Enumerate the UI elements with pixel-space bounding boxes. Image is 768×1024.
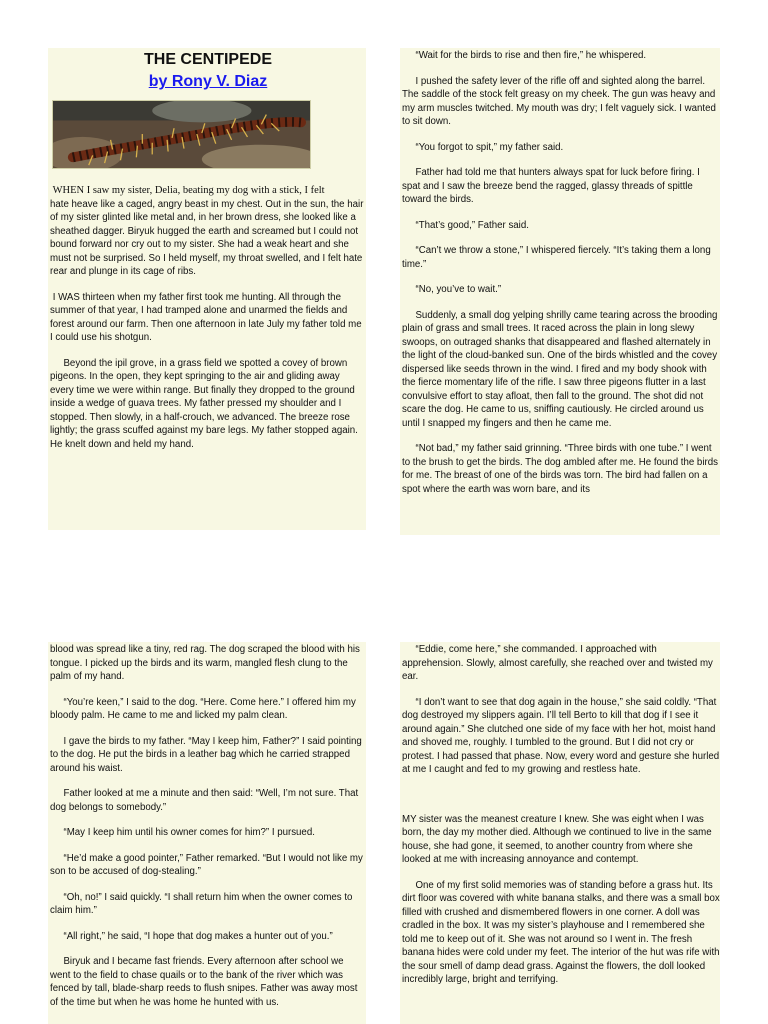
paragraph: Suddenly, a small dog yelping shrilly came tearing across the brooding plain of grass and small trees. It raced across the plain in long slewy swoops, on outraged shanks that disappeared and flashed alternately in the light of the cloud-banked sun. One of the birds whistled and the covey dispersed like seeds thrown in the wind. I fired and my body shook with the fierce momentary life of the rifle. I saw three pigeons flutter in a last convulsive effort to stay afloat, then fall to the ground. The shot did not scare the dog. He came to us, sniffing cautiously. He circled around us until I snapped my fingers and then he came me. [402,309,718,429]
paragraph: “Wait for the birds to rise and then fire,” he whispered. [415,50,647,61]
paragraph: “Oh, no!” I said quickly. “I shall return him when the owner comes to claim him.” [50,891,353,916]
paragraph-opening-rest: hate heave like a caged, angry beast in my chest. Out in the sun, the hair of my sister glinted like metal and, in her brown dress, she looked like a sheathed dagger. Biryuk hugged the earth and screamed but I could not bound forward nor cry out to my sister. She had a weak heart and she must not be surprised. So I held myself, my throat swelled, and I felt hate rear and plunge in its cage of ribs. [50,198,364,277]
paragraph: Biryuk and I became fast friends. Every afternoon after school we went to the field to chase quails or to the bank of the river which was fenced by tall, blade-sharp reeds to flush snipes. Father was away most of the time but when he was home he hunted with us. [50,956,358,1008]
section-break [402,789,720,813]
paragraph: I WAS thirteen when my father first took me hunting. All through the summer of that year, I had tramped alone and unarmed the fields and forest around our farm. Then one afternoon in late July my father told me I could use his shotgun. [50,291,362,343]
paragraph: “You’re keen,” I said to the dog. “Here. Come here.” I offered him my bloody palm. He came to me and licked my palm clean. [50,696,356,721]
paragraph: One of my first solid memories was of standing before a grass hut. Its dirt floor was covered with white banana stalks, and there was a small box filled with crushed and dismembered flowers in one corner. A doll was cradled in the box. It was my sister’s playhouse and I remembered she told me to keep out of it. She was not around so I went in. The fresh banana hides were cold under my feet. The interior of the hut was rife with the sour smell of damp dead grass. Against the flowers, the doll looked incredibly large, bright and terrifying. [402,879,720,985]
paragraph: “I don’t want to see that dog again in the house,” she said coldly. “That dog destroyed my slippers again. I’ll tell Berto to kill that dog if I see it around again.” She clutched one side of my face with her hot, moist hand and shoved me, roughly. I tumbled to the ground. But I did not cry or protest. I had passed that phase. Now, every word and gesture she hurled at me I caught and fed to my growing and restless hate. [402,696,720,775]
paragraph: “May I keep him until his owner comes for him?” I pursued. [63,827,315,838]
paragraph-opening: WHEN I saw my sister, Delia, beating my dog with a stick, I felt [52,185,325,196]
paragraph: Father had told me that hunters always spat for luck before firing. I spat and I saw the breeze bend the ragged, glassy threads of spittle toward the birds. [402,167,700,205]
paragraph: “All right,” he said, “I hope that dog makes a hunter out of you.” [63,930,333,942]
paragraph: MY sister was the meanest creature I knew. She was eight when I was born, the day my mother died. Although we continued to live in the same house, she had gone, it seemed, to another country from where she looked at me with increasing annoyance and contempt. [402,813,712,865]
paragraph: “Not bad,” my father said grinning. “Three birds with one tube.” I went to the brush to get the birds. The dog ambled after me. He found the birds for me. The breast of one of the birds was torn. The bird had fallen on a spot where the earth was worn bare, and its [402,443,718,495]
centipede-photo [52,100,311,169]
paragraph: I pushed the safety lever of the rifle off and sighted along the barrel. The saddle of the stock felt greasy on my cheek. The gun was heavy and my arm muscles twitched. My mouth was dry; I felt vaguely sick. I wanted to sit down. [402,75,716,127]
author-link[interactable]: by Rony V. Diaz [148,73,268,90]
column-3 [48,642,366,1024]
paragraph: Father looked at me a minute and then said: “Well, I’m not sure. That dog belongs to somebody.” [50,788,359,813]
column-2 [400,48,720,535]
paragraph: “Eddie, come here,” she commanded. I approached with apprehension. Slowly, almost carefully, she reached over and twisted my ear. [402,644,713,682]
paragraph: blood was spread like a tiny, red rag. The dog scraped the blood with his tongue. I picked up the birds and its warm, mangled flesh clung to the palm of my hand. [50,644,360,682]
paragraph: “He’d make a good pointer,” Father remarked. “But I would not like my son to be accused of dog-stealing.” [50,852,363,877]
paragraph: Beyond the ipil grove, in a grass field we spotted a covey of brown pigeons. In the open, they kept springing to the air and gliding away every time we were within range. But finally they dropped to the ground inside a wedge of guava trees. My father pressed my shoulder and I stopped. Then slowly, in a half-crouch, we advanced. The breeze rose lightly; the grass scuffed against my bare legs. My father stopped again. He knelt down and held my hand. [50,357,358,450]
paragraph: “You forgot to spit,” my father said. [415,141,564,153]
column-1 [48,48,366,530]
paragraph: I gave the birds to my father. “May I keep him, Father?” I said pointing to the dog. He put the birds in a leather bag which he carried strapped around his waist. [50,735,362,774]
story-title: THE CENTIPEDE [143,51,272,68]
paragraph: “That’s good,” Father said. [415,219,529,231]
paragraph: “Can’t we throw a stone,” I whispered fiercely. “It’s taking them a long time.” [402,245,711,270]
column-4 [400,642,720,1024]
paragraph: “No, you’ve to wait.” [415,284,502,295]
